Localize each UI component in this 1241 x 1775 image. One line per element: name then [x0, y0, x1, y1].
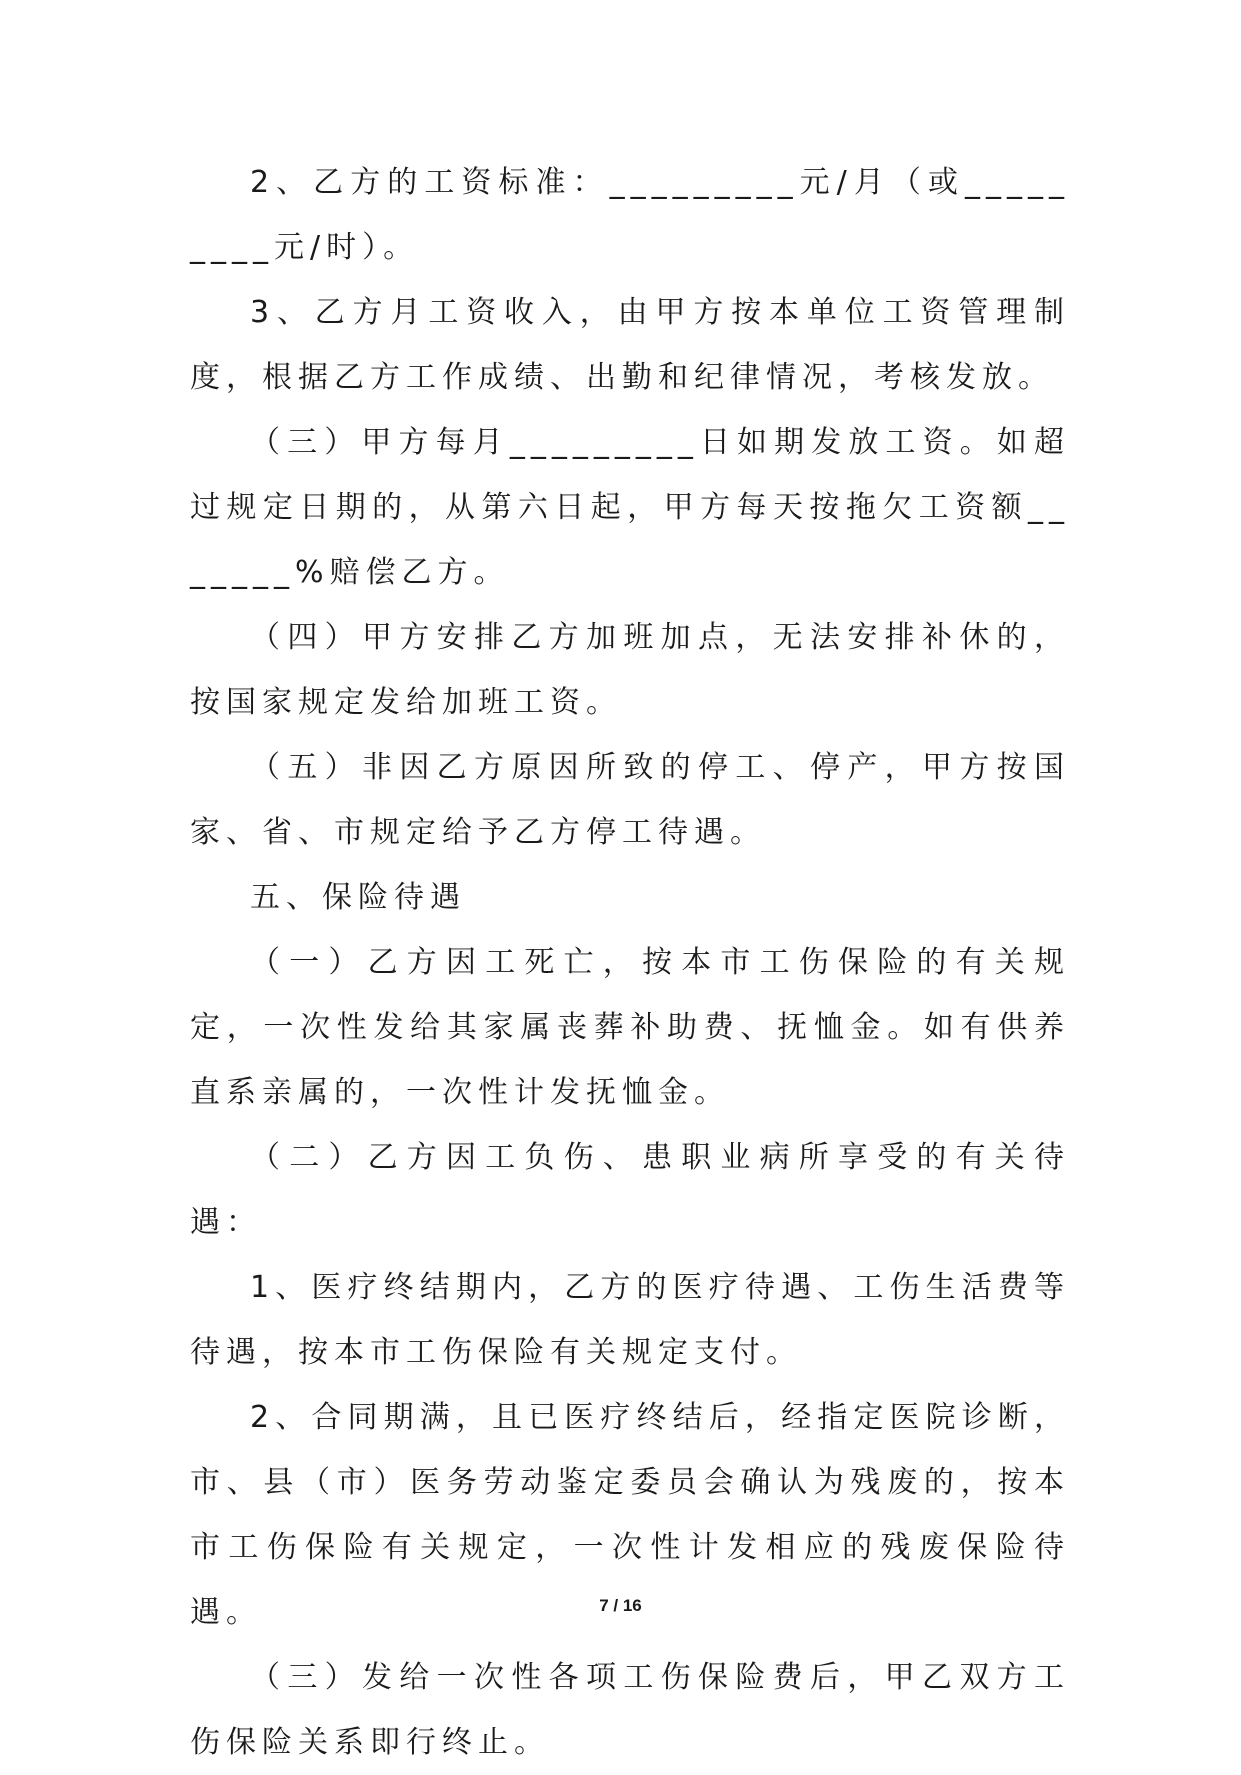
paragraph-work-stoppage: （五）非因乙方原因所致的停工、停产，甲方按国家、省、市规定给予乙方停工待遇。 — [190, 750, 1070, 850]
section-heading-insurance: 五、保险待遇 — [250, 880, 466, 915]
document-body — [190, 150, 1070, 1775]
paragraph-termination: （三）发给一次性各项工伤保险费后，甲乙双方工伤保险关系即行终止。 — [190, 1660, 1070, 1760]
paragraph-medical-period: 1、医疗终结期内，乙方的医疗待遇、工伤生活费等待遇，按本市工伤保险有关规定支付。 — [190, 1270, 1070, 1370]
paragraph-disability: 2、合同期满，且已医疗终结后，经指定医院诊断，市、县（市）医务劳动鉴定委员会确认为残废的，按本市工伤保险有关规定，一次性计发相应的残废保险待遇。 — [190, 1400, 1070, 1630]
paragraph-wage-standard: 2、乙方的工资标准：_________元/月（或_________元/时）。 — [190, 165, 1070, 265]
paragraph-death-benefits: （一）乙方因工死亡，按本市工伤保险的有关规定，一次性发给其家属丧葬补助费、抚恤金。如有供养直系亲属的，一次性计发抚恤金。 — [190, 945, 1070, 1110]
page-number: 7 / 16 — [599, 1596, 642, 1615]
paragraph-injury-benefits-intro: （二）乙方因工负伤、患职业病所享受的有关待遇： — [190, 1140, 1070, 1240]
paragraph-overtime: （四）甲方安排乙方加班加点，无法安排补休的，按国家规定发给加班工资。 — [190, 620, 1070, 720]
paragraph-monthly-income: 3、乙方月工资收入，由甲方按本单位工资管理制度，根据乙方工作成绩、出勤和纪律情况，考核发放。 — [190, 295, 1070, 395]
paragraph-pay-date: （三）甲方每月_________日如期发放工资。如超过规定日期的，从第六日起，甲方每天按拖欠工资额_______%赔偿乙方。 — [190, 425, 1070, 590]
